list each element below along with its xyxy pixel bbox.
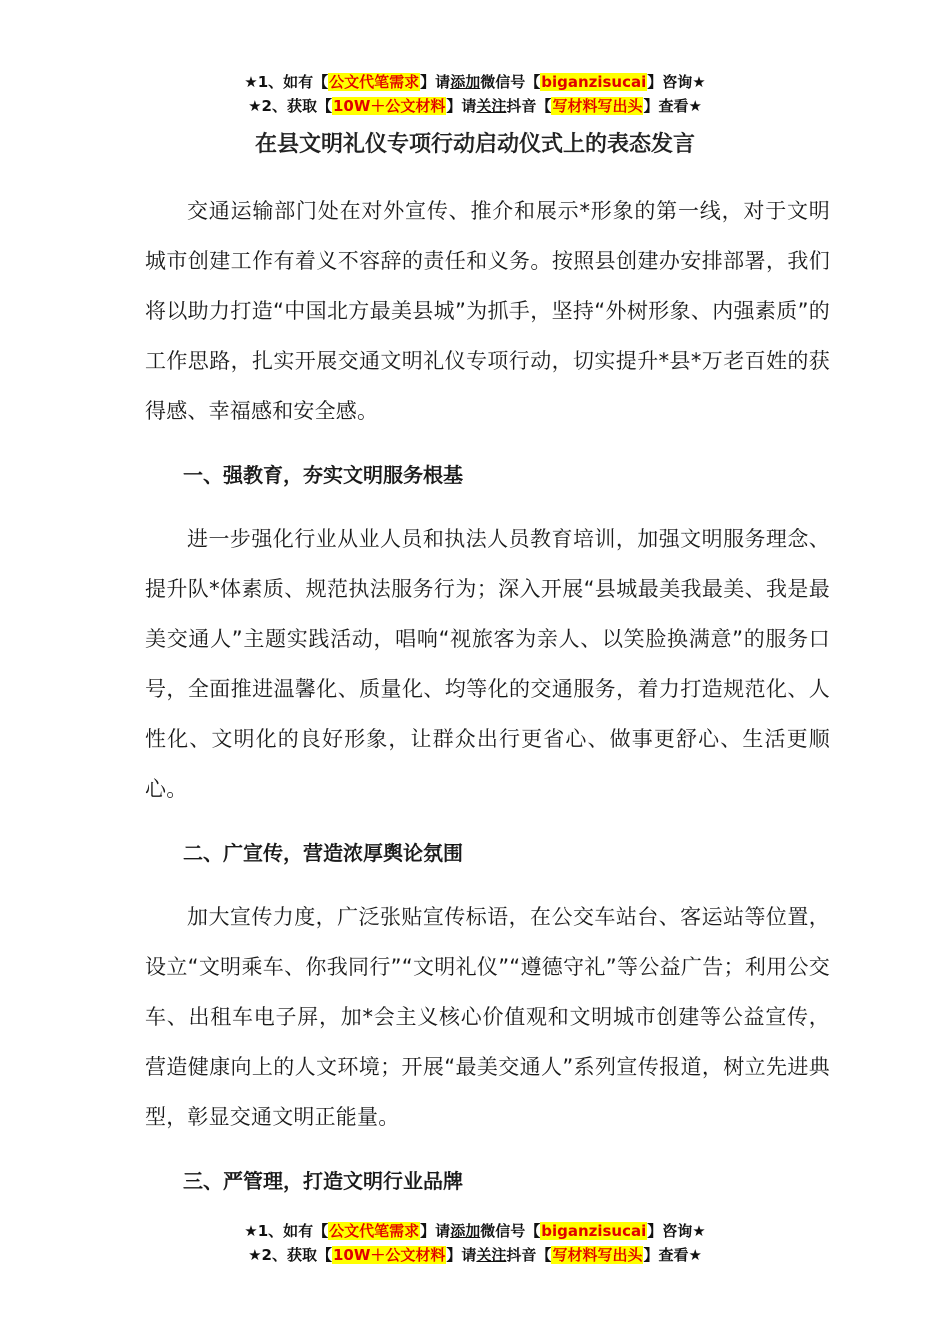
promo-highlight: 公文代笔需求	[329, 1222, 420, 1240]
promo-highlight: 10W＋公文材料	[332, 1246, 446, 1264]
section-heading-1: 一、强教育，夯实文明服务根基	[183, 463, 463, 487]
promo-line-1: ★1、如有【公文代笔需求】请添加微信号【biganzisucai】咨询★	[244, 73, 706, 91]
bottom-promo-banner	[0, 1219, 950, 1267]
douyin-id-highlight: 写材料写出头	[552, 97, 643, 115]
top-promo-banner	[0, 70, 950, 118]
wechat-id-highlight: biganzisucai	[541, 73, 647, 91]
promo-line-2: ★2、获取【10W＋公文材料】请关注抖音【写材料写出头】查看★	[248, 1246, 702, 1264]
promo-highlight: 10W＋公文材料	[332, 97, 446, 115]
douyin-id-highlight: 写材料写出头	[552, 1246, 643, 1264]
section-heading-2: 二、广宣传，营造浓厚舆论氛围	[183, 841, 463, 865]
document-body	[145, 186, 830, 1220]
promo-highlight: 公文代笔需求	[329, 73, 420, 91]
promo-line-1: ★1、如有【公文代笔需求】请添加微信号【biganzisucai】咨询★	[244, 1222, 706, 1240]
wechat-id-highlight: biganzisucai	[541, 1222, 647, 1240]
document-title: 在县文明礼仪专项行动启动仪式上的表态发言	[254, 132, 695, 157]
section-paragraph-1: 进一步强化行业从业人员和执法人员教育培训，加强文明服务理念、提升队*体素质、规范执法服务行为；深入开展“县城最美我最美、我是最美交通人”主题实践活动，唱响“视旅客为亲人、以笑脸换满意”的服务口号，全面推进温馨化、质量化、均等化的交通服务，着力打造规范化、人性化、文明化的良好形象，让群众出行更省心、做事更舒心、生活更顺心。	[145, 527, 830, 801]
intro-paragraph: 交通运输部门处在对外宣传、推介和展示*形象的第一线，对于文明城市创建工作有着义不容辞的责任和义务。按照县创建办安排部署，我们将以助力打造“中国北方最美县城”为抓手，坚持“外树形象、内强素质”的工作思路，扎实开展交通文明礼仪专项行动，切实提升*县*万老百姓的获得感、幸福感和安全感。	[145, 199, 830, 423]
promo-line-2: ★2、获取【10W＋公文材料】请关注抖音【写材料写出头】查看★	[248, 97, 702, 115]
section-heading-3: 三、严管理，打造文明行业品牌	[183, 1169, 463, 1193]
section-paragraph-2: 加大宣传力度，广泛张贴宣传标语，在公交车站台、客运站等位置，设立“文明乘车、你我同行”“文明礼仪”“遵德守礼”等公益广告；利用公交车、出租车电子屏，加*会主义核心价值观和文明城市创建等公益宣传，营造健康向上的人文环境；开展“最美交通人”系列宣传报道，树立先进典型，彰显交通文明正能量。	[145, 905, 830, 1129]
